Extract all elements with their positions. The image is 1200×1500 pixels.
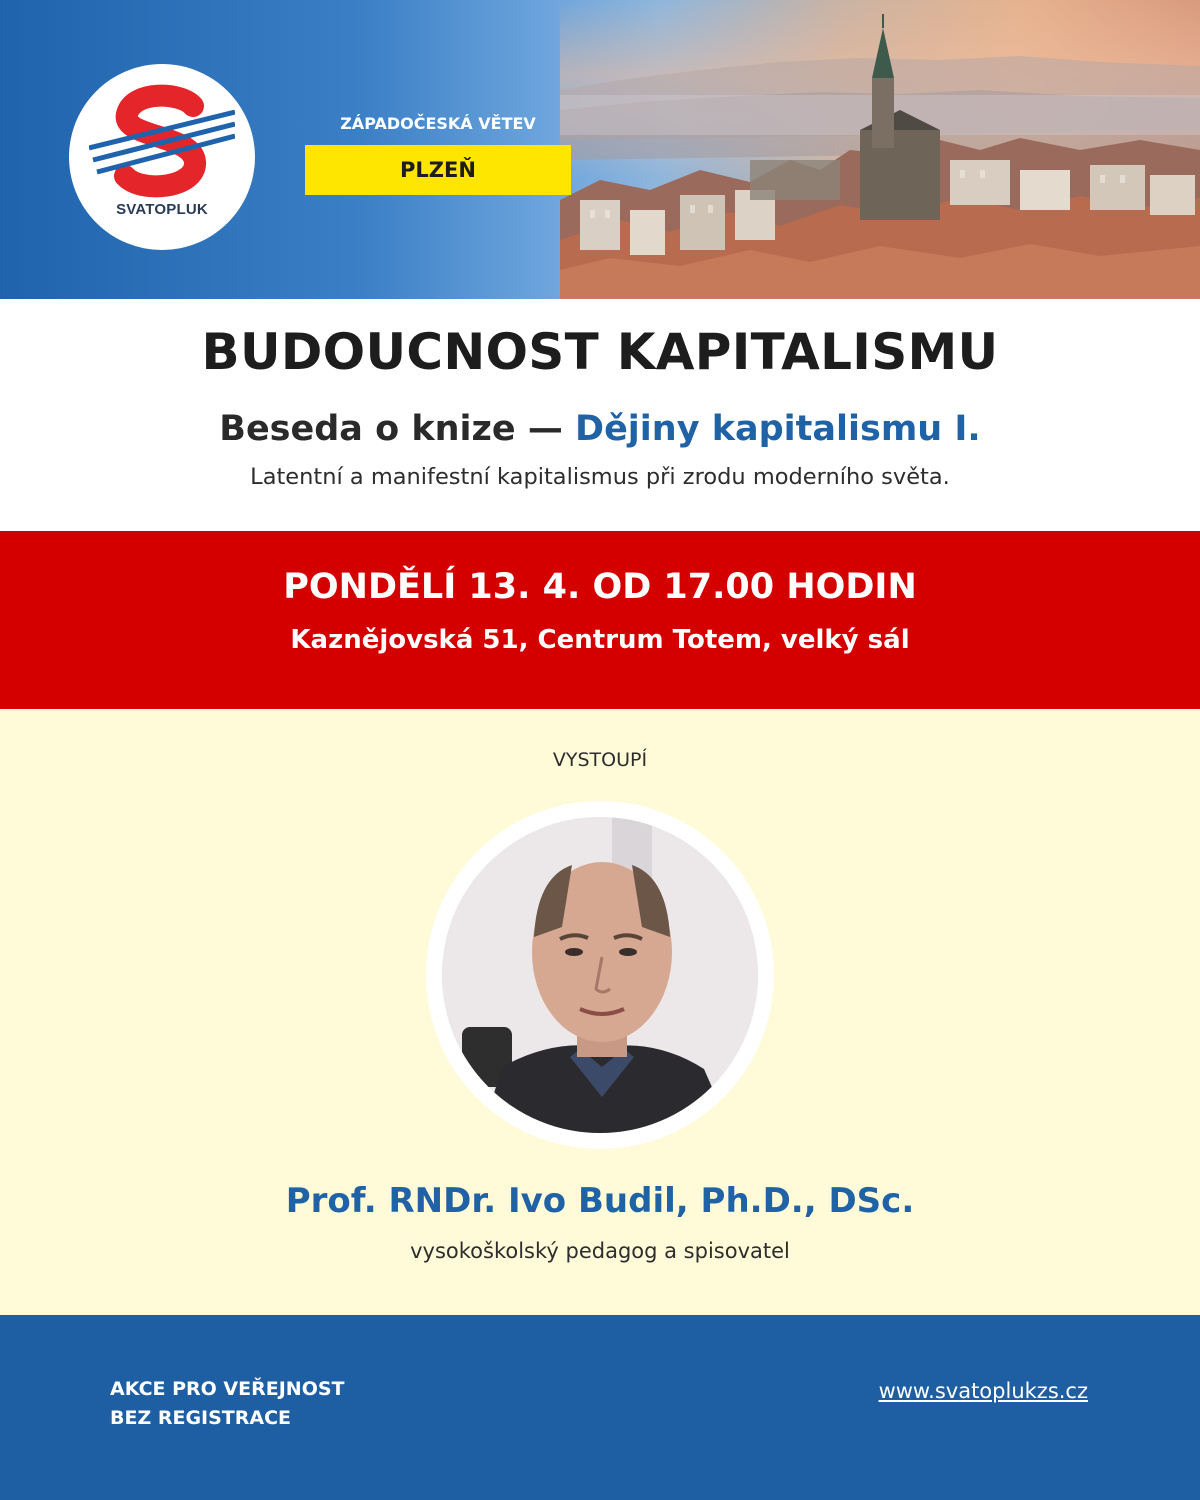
event-venue: Kaznějovská 51, Centrum Totem, velký sál (290, 625, 910, 655)
logo-wordmark: SVATOPLUK (116, 201, 208, 218)
header-banner (0, 0, 1200, 299)
plzen-cityscape-image (560, 0, 1200, 299)
subtitle (0, 409, 1200, 449)
speaker-name: Prof. RNDr. Ivo Budil, Ph.D., DSc. (285, 1181, 915, 1221)
title-block (0, 299, 1200, 531)
event-datetime: PONDĚLÍ 13. 4. OD 17.00 HODIN (283, 567, 917, 607)
speaker-portrait-image (442, 817, 758, 1133)
city-badge: PLZEŇ (305, 145, 571, 195)
tagline: Latentní a manifestní kapitalismus při zrodu moderního světa. (250, 464, 950, 490)
speaker-photo-frame (426, 801, 774, 1149)
public-event-note (110, 1375, 530, 1433)
public-event-note-line1: AKCE PRO VEŘEJNOST (110, 1378, 345, 1400)
branch-label: ZÁPADOČESKÁ VĚTEV (340, 114, 536, 133)
speaker-section (0, 709, 1200, 1315)
subtitle-prefix: Beseda o knize — (219, 409, 576, 449)
speaker-role: vysokoškolský pedagog a spisovatel (410, 1239, 790, 1263)
svatopluk-logo (69, 64, 255, 250)
speaker-photo (442, 817, 758, 1133)
speaker-heading: VYSTOUPÍ (552, 749, 648, 771)
footer-band (0, 1315, 1200, 1500)
book-title: Dějiny kapitalismu I. (575, 409, 981, 449)
event-info-band (0, 531, 1200, 709)
svatopluk-s-icon (89, 84, 235, 204)
main-title: BUDOUCNOST KAPITALISMU (201, 323, 999, 381)
website-link[interactable]: www.svatoplukzs.cz (878, 1379, 1088, 1403)
public-event-note-line2: BEZ REGISTRACE (110, 1407, 292, 1429)
